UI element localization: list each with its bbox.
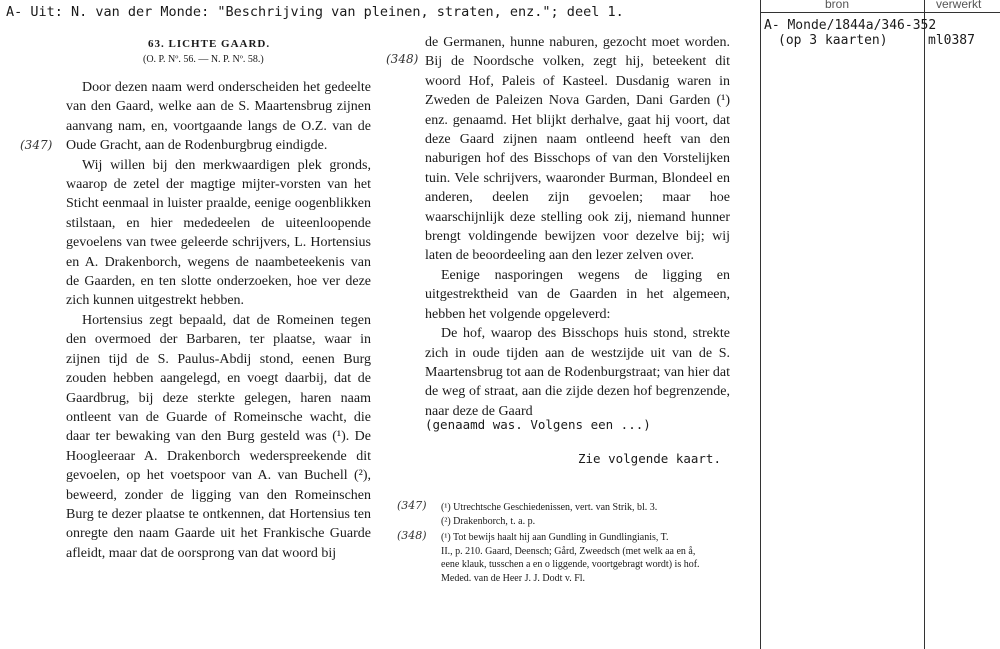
continuation-note: (genaamd was. Volgens een ...): [425, 417, 651, 432]
paragraph: Wij willen bij den merkwaardigen plek gronds, waarop de zetel der magtige mijter-vorsten van het Sticht eenmaal in luister praalde, eenige oogenblikken stilstaan, en hier mededeelen de uiteenloopende gevoelens van twee geleerde schrijvers, L. Hortensius en A. Drakenborch, wegens de naambeteekenis van de Gaarden, en ten slotte onderzoeken, hoe ver deze zich kunnen uitgestrekt hebben.: [66, 157, 371, 309]
column-header-verwerkt: verwerkt: [936, 0, 982, 11]
bron-value-line1: A- Monde/1844a/346-352: [764, 18, 937, 33]
paragraph: de Germanen, hunne naburen, gezocht moet worden. Bij de Noordsche volken, zegt hij, beteekent dit woord Hof, Paleis of Kasteel. Dusdanig waren in Zweden de Paleizen Nova Garden, Dani Garden (¹) enz. genaamd. Het blijkt derhalve, gaat hij voort, dat deze Gaard zijnen naam ontleend heeft van den naburigen hof des Bisschops of van den Vorstelijken tuin. Vele schrijvers, waaronder Burman, Blondeel en anderen, deelen zijn gevoelen; maar hoe waarschijnlijk deze stelling ook zij, niemand hunner brengt voldingende bewijzen voor dezelve bij; wij laten de beoordeeling aan den lezer zelven over.: [425, 35, 730, 264]
paragraph: Eenige nasporingen wegens de ligging en uitgestrektheid van de Gaarden in het algemeen, hebben het volgende opgeleverd:: [425, 267, 730, 322]
table-header-rule: [760, 12, 1000, 13]
article-subtitle: (O. P. Nº. 56. — N. P. Nº. 58.): [143, 54, 264, 65]
paragraph: Door dezen naam werd onderscheiden het gedeelte van den Gaard, welke aan de S. Maartensbrug zijnen aanvang nam, en, voortgaande langs de O.Z. van de Oude Gracht, aan de Rodenburgbrug eindigde.: [66, 80, 371, 154]
footnote: Meded. van de Heer J. J. Dodt v. Fl.: [441, 572, 586, 584]
verwerkt-value: ml0387: [928, 33, 975, 48]
footnote: (¹) Utrechtsche Geschiedenissen, vert. van Strik, bl. 3.: [441, 502, 658, 513]
article-title: 63. LICHTE GAARD.: [148, 38, 271, 50]
footnote: II., p. 210. Gaard, Deensch; Gård, Zweedsch (met welk aa en å,: [441, 545, 696, 557]
paragraph: De hof, waarop des Bisschops huis stond, strekte zich in oude tijden aan de westzijde uit van de S. Maartensbrug tot aan de Rodenburgstraat; van hier dat de weg of straat, aan die zijde dezen hof begrenzende, naar deze de Gaard: [425, 326, 730, 419]
footnote: (¹) Tot bewijs haalt hij aan Gundling in Gundlingianis, T.: [441, 532, 669, 543]
table-left-border: [760, 0, 761, 649]
paragraph: Hortensius zegt bepaald, dat de Romeinen tegen den overmoed der Barbaren, ter plaatse, waar in zijnen tijd de S. Paulus-Abdij stond, eenen Burg zouden hebben aangelegd, en voegt daarbij, dat de Gaardbrug, bij deze sterkte gelegen, haren naam ontleent van de Guarde of Romeinsche wacht, die daar ter bewaking van den Burg gesteld was (¹). De Hoogleeraar A. Drakenborch wederspreekende dit gevoelen, op het voetspoor van A. van Buchell (²), beweerd, zonder de ligging van den Romeinschen Burg te dezer plaatse te ontkennen, dat Hortensius ten onregte den naam Gaarde uit het Frankische Guarde afleidt, maar dat de oorsprong van dat woord bij: [66, 312, 371, 561]
footnote: (²) Drakenborch, t. a. p.: [441, 515, 536, 527]
see-next-note: Zie volgende kaart.: [578, 451, 721, 466]
bron-value-line2: (op 3 kaarten): [778, 33, 888, 48]
footnote: eene klauk, tusschen a en o liggende, voortgebragt wordt) is hof.: [441, 559, 700, 570]
footnote-mark-348: (348): [397, 529, 427, 542]
margin-mark-347: (347): [20, 138, 53, 152]
left-column: [66, 78, 371, 563]
margin-mark-348: (348): [386, 52, 419, 66]
footnotes: [441, 501, 741, 585]
footnote-mark-347: (347): [397, 499, 427, 512]
source-line: A- Uit: N. van der Monde: "Beschrijving van pleinen, straten, enz."; deel 1.: [6, 4, 624, 20]
table-column-divider: [924, 0, 925, 649]
right-column: [425, 33, 730, 421]
column-header-bron: bron: [825, 0, 850, 11]
